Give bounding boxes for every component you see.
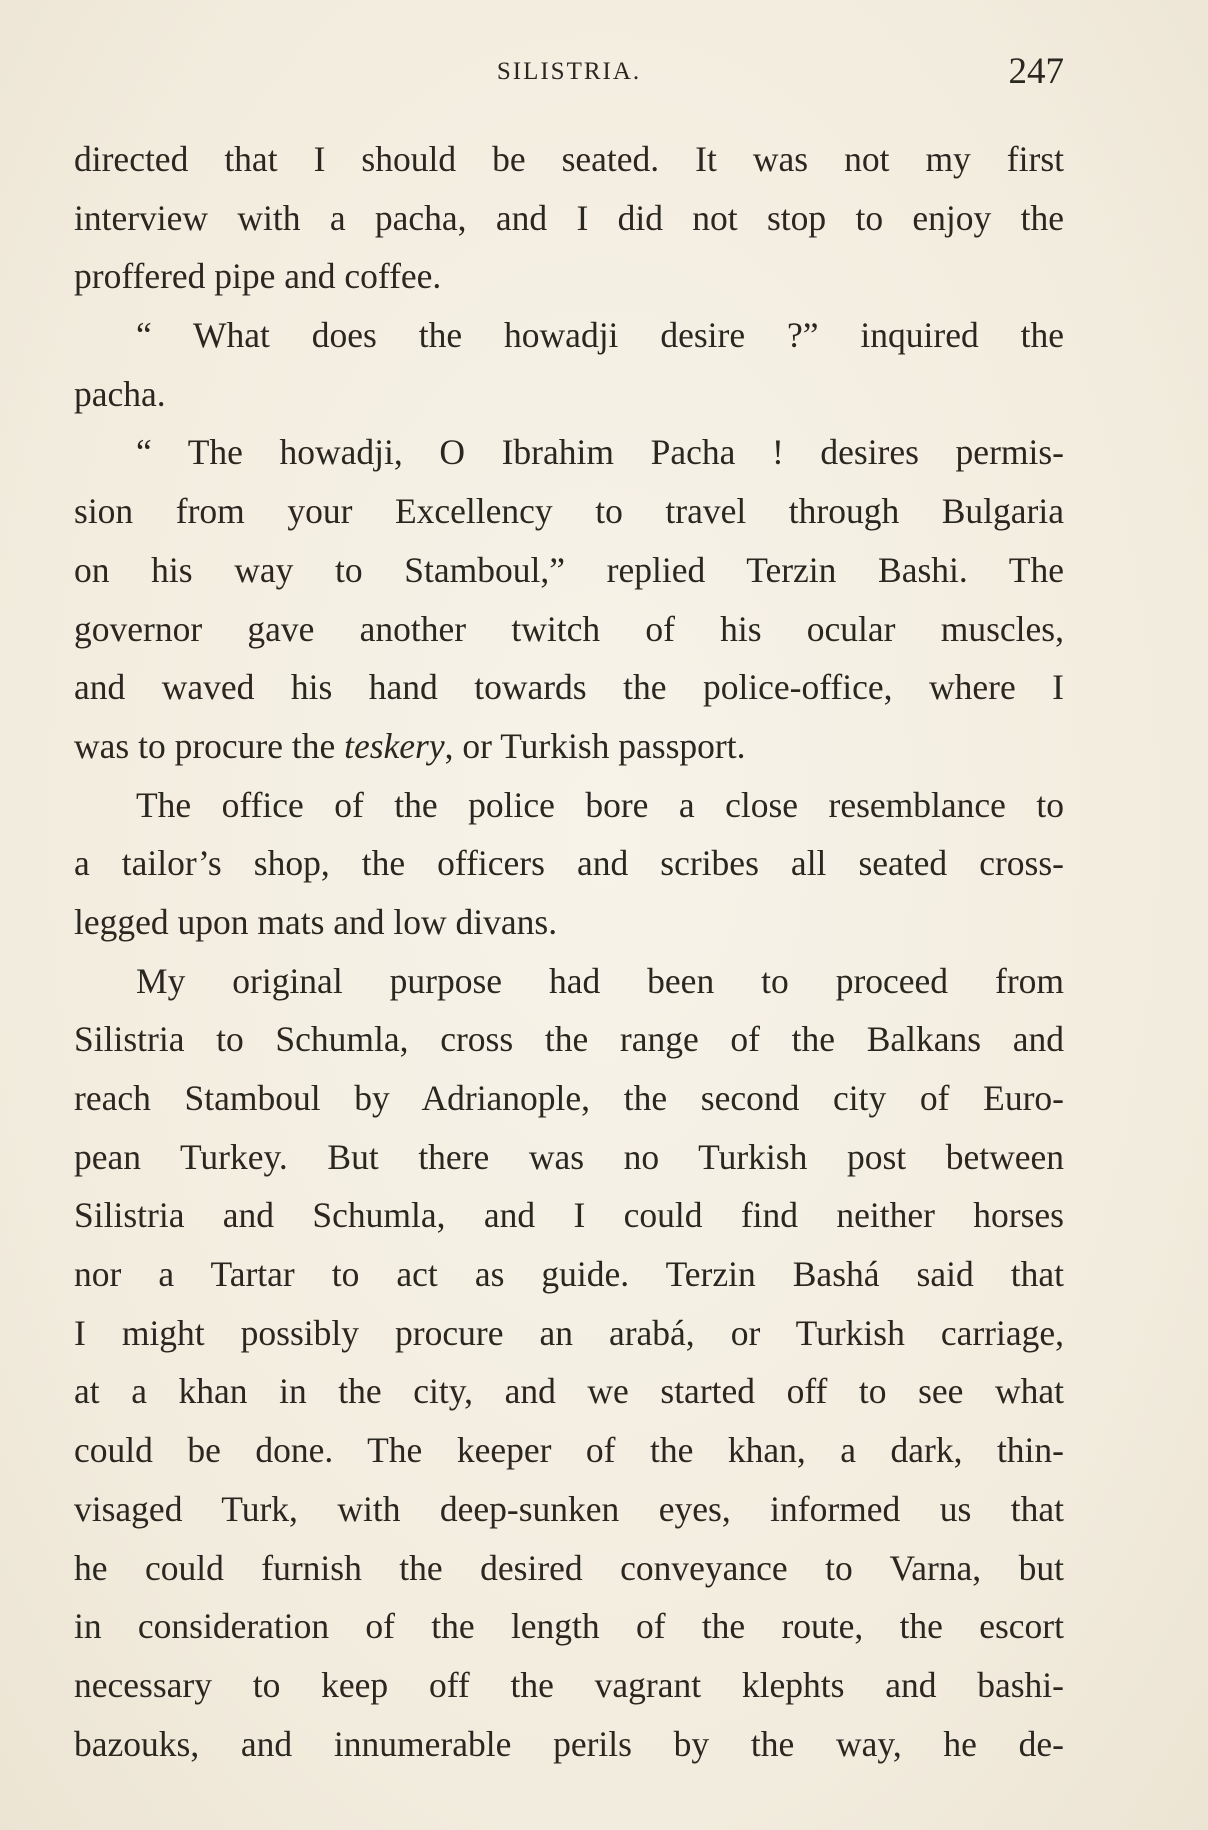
text-line: interview with a pacha, and I did not stop to enjoy the <box>74 197 1064 238</box>
text-line: I might possibly procure an arabá, or Turkish carriage, <box>74 1312 1064 1353</box>
text-line: a tailor’s shop, the officers and scribes all seated cross- <box>74 843 1064 884</box>
text-line: at a khan in the city, and we started off to see what <box>74 1371 1064 1412</box>
text-line: proffered pipe and coffee. <box>74 256 442 297</box>
text-line: and waved his hand towards the police-office, where I <box>74 667 1064 708</box>
running-head <box>74 52 1064 102</box>
text-line: Silistria to Schumla, cross the range of the Balkans and <box>74 1019 1064 1060</box>
text-line: pean Turkey. But there was no Turkish post between <box>74 1136 1064 1177</box>
text-line: directed that I should be seated. It was not my first <box>74 139 1064 179</box>
text-line: “ The howadji, O Ibrahim Pacha ! desires permis- <box>136 432 1064 473</box>
text-line: legged upon mats and low divans. <box>74 901 558 942</box>
text-line: pacha. <box>74 373 166 414</box>
text-line: nor a Tartar to act as guide. Terzin Bashá said that <box>74 1254 1064 1295</box>
text-line: sion from your Excellency to travel through Bulgaria <box>74 491 1064 532</box>
text-line: bazouks, and innumerable perils by the way, he de- <box>74 1723 1064 1764</box>
text-line: in consideration of the length of the route, the escort <box>74 1606 1064 1647</box>
italic-term: teskery <box>344 725 445 766</box>
text-line: necessary to keep off the vagrant klephts and bashi- <box>74 1664 1064 1705</box>
text-line: he could furnish the desired conveyance to Varna, but <box>74 1547 1064 1588</box>
text-line: “ What does the howadji desire ?” inquired the <box>136 315 1064 356</box>
running-title: SILISTRIA. <box>496 58 642 85</box>
text-line: visaged Turk, with deep-sunken eyes, informed us that <box>74 1488 1064 1529</box>
text-line: Silistria and Schumla, and I could find neither horses <box>74 1195 1064 1236</box>
text-line: My original purpose had been to proceed from <box>136 960 1064 1001</box>
text-line: on his way to Stamboul,” replied Terzin Bashi. The <box>74 549 1064 590</box>
body-text <box>74 130 1064 1773</box>
text-line: could be done. The keeper of the khan, a dark, thin- <box>74 1430 1064 1471</box>
text-line: governor gave another twitch of his ocular muscles, <box>74 608 1064 649</box>
text-line: The office of the police bore a close resemblance to <box>136 784 1064 825</box>
text-line: was to procure the teskery, or Turkish passport. <box>74 725 746 766</box>
page-number: 247 <box>1008 51 1064 92</box>
text-line: reach Stamboul by Adrianople, the second city of Euro- <box>74 1078 1064 1118</box>
